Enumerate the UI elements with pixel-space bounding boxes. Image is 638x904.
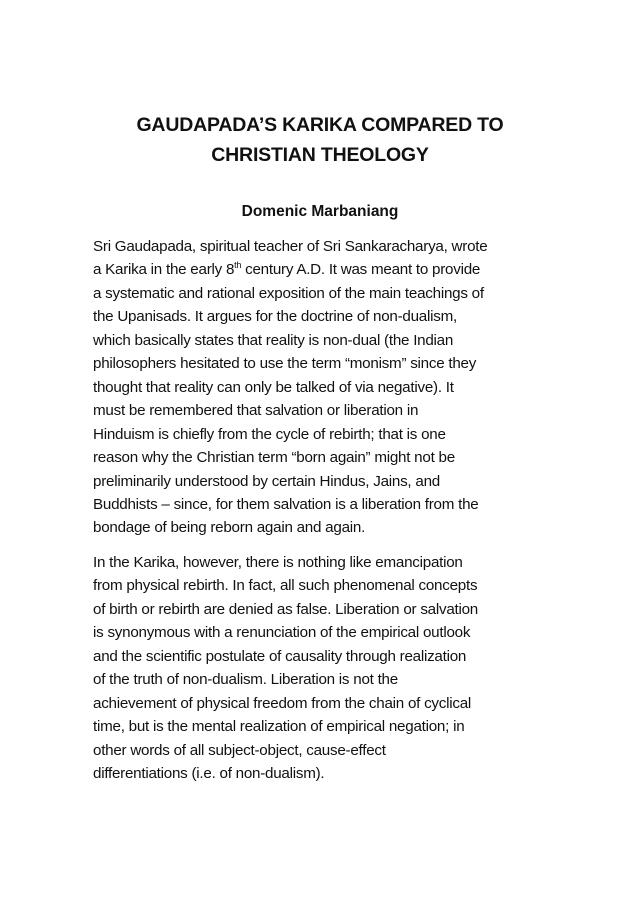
text-run: century A.D. It was meant to provide	[241, 261, 481, 279]
document-title	[60, 110, 580, 170]
paragraph-line: is synonymous with a renunciation of the empirical outlook	[93, 624, 471, 642]
superscript-ordinal: th	[234, 260, 242, 271]
paragraph-line: achievement of physical freedom from the chain of cyclical	[93, 694, 472, 712]
paragraph-line: must be remembered that salvation or liberation in	[93, 402, 419, 420]
paragraph-line: the Upanisads. It argues for the doctrine of non-dualism,	[93, 308, 457, 326]
paragraph-line	[93, 258, 551, 281]
paragraph-line: philosophers hesitated to use the term “monism” since they	[93, 355, 477, 373]
paragraph-line: time, but is the mental realization of empirical negation; in	[93, 718, 465, 736]
paragraph-line: and the scientific postulate of causality through realization	[93, 647, 467, 665]
paragraph-line: Hinduism is chiefly from the cycle of rebirth; that is one	[93, 425, 446, 443]
paragraph-line: Sri Gaudapada, spiritual teacher of Sri Sankaracharya, wrote	[93, 238, 488, 255]
paragraph-line: preliminarily understood by certain Hindus, Jains, and	[93, 472, 440, 490]
paragraph-2	[93, 551, 551, 786]
paragraph-1	[93, 235, 551, 540]
paragraph-line: of birth or rebirth are denied as false. Liberation or salvation	[93, 600, 479, 618]
paragraph-line: In the Karika, however, there is nothing like emancipation	[93, 554, 463, 571]
paragraph-line: reason why the Christian term “born again” might not be	[93, 449, 455, 467]
paragraph-line: bondage of being reborn again and again.	[93, 519, 366, 537]
paragraph-line: differentiations (i.e. of non-dualism).	[93, 765, 325, 783]
paragraph-line: of the truth of non-dualism. Liberation is not the	[93, 671, 398, 689]
title-line: CHRISTIAN THEOLOGY	[211, 144, 429, 166]
author-name: Domenic Marbaniang	[241, 203, 399, 220]
paragraph-line: a systematic and rational exposition of the main teachings of	[93, 284, 484, 302]
paragraph-line: other words of all subject-object, cause-effect	[93, 741, 386, 759]
text-run: a Karika in the early 8	[93, 261, 235, 279]
paragraph-line: thought that reality can only be talked of via negative). It	[93, 378, 454, 396]
title-line: GAUDAPADA’S KARIKA COMPARED TO	[136, 114, 504, 136]
paragraph-line: which basically states that reality is non-dual (the Indian	[93, 331, 454, 349]
paragraph-line: Buddhists – since, for them salvation is a liberation from the	[93, 495, 479, 513]
paragraph-line: from physical rebirth. In fact, all such phenomenal concepts	[93, 577, 478, 595]
